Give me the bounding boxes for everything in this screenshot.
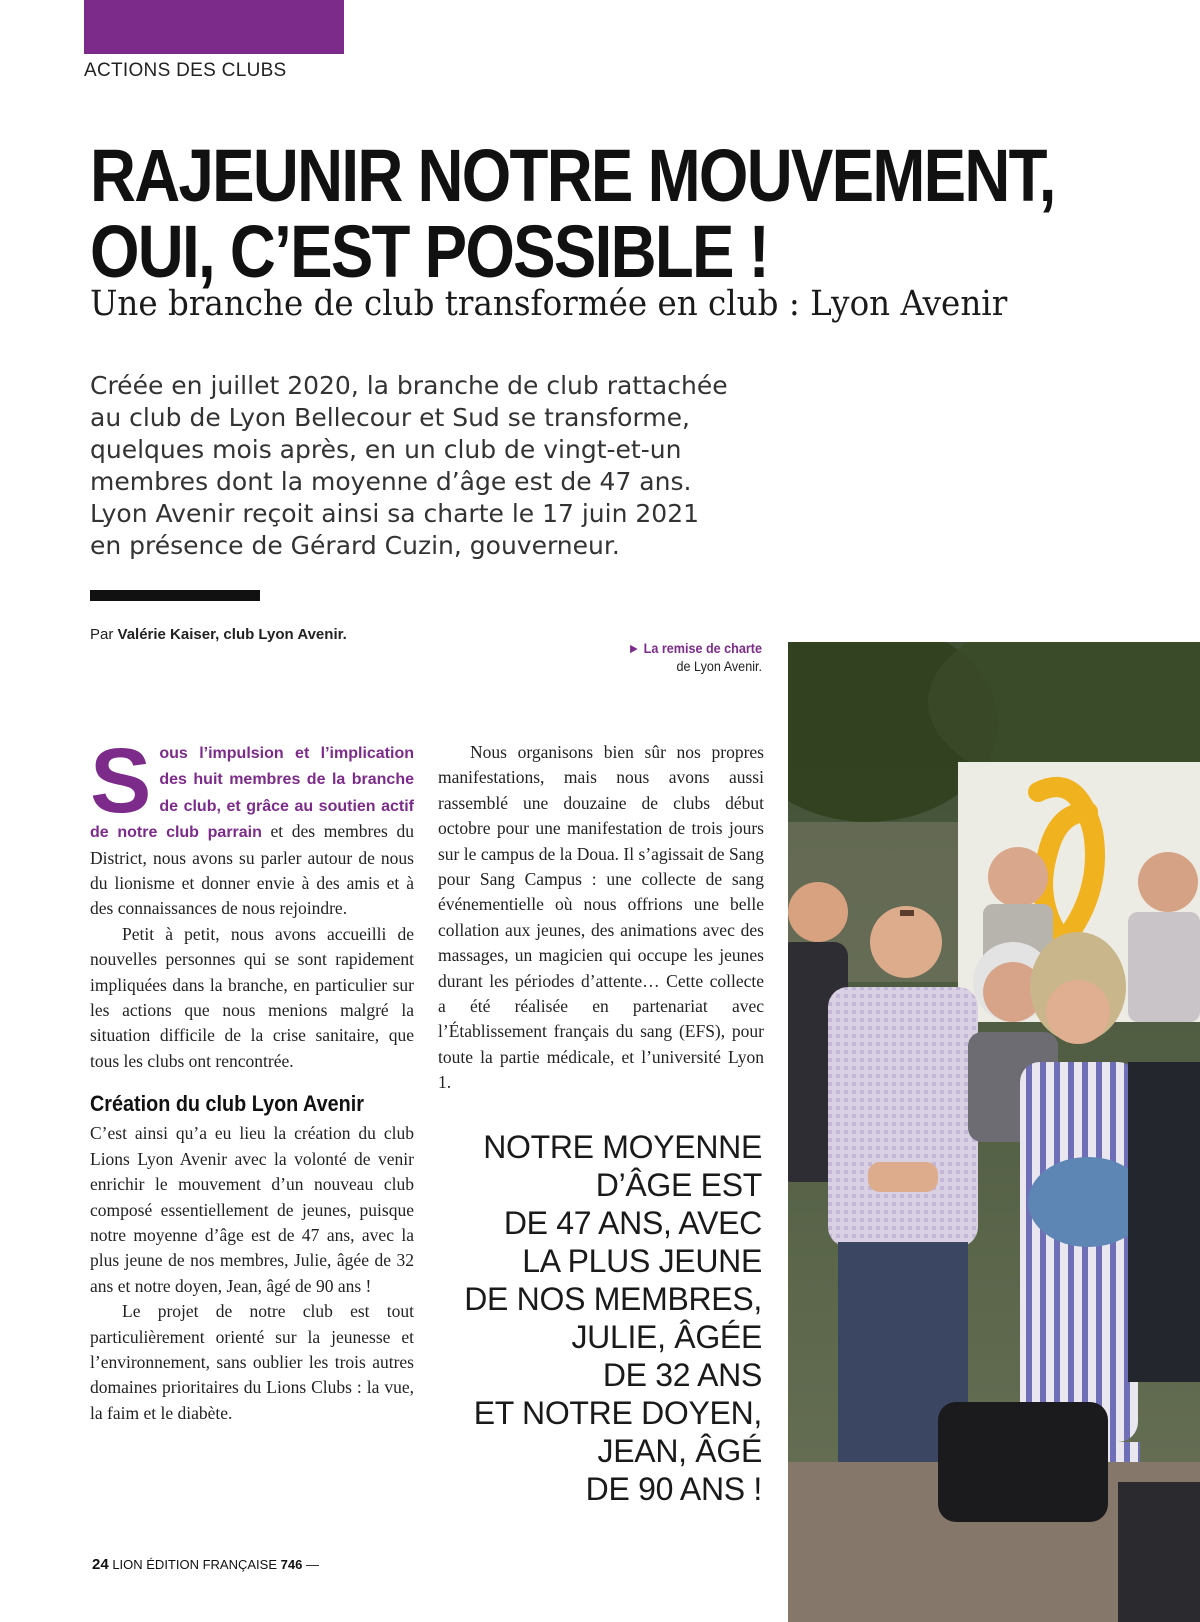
paragraph [90,730,414,922]
pull-quote-line: LA PLUS JEUNE [522,1243,762,1279]
group-photo-illustration [788,642,1200,1622]
article-title [90,134,1055,293]
byline [90,626,347,643]
photo-caption-lead: ► La remise de charte [627,640,762,656]
page-footer [92,1556,319,1573]
pull-quote [430,1128,762,1508]
pull-quote-line: DE NOS MEMBRES, [464,1281,762,1317]
title-line-2: OUI, C’EST POSSIBLE ! [90,210,769,293]
paragraph: Petit à petit, nous avons accueilli de nouvelles personnes qui se sont rapidement impliquées dans la branche, en particulier sur les actions que nous menions malgré la situation difficile de la crise sanitaire, que tous les clubs ont rencontrée. [90,923,414,1071]
pull-quote-line: DE 90 ANS ! [585,1471,762,1507]
paragraph: C’est ainsi qu’a eu lieu la création du club Lions Lyon Avenir avec la volonté de venir enrichir le mouvement d’un nouveau club composé essentiellement de jeunes, puisque notre moyenne d’âge est de 47 ans, avec la plus jeune de nos membres, Julie, âgée de 32 ans et notre doyen, Jean, âgé de 90 ans ! [90,1123,414,1296]
intro-line: Lyon Avenir reçoit ainsi sa charte le 17 juin 2021 [90,499,700,528]
article-column-1 [90,730,414,1426]
pull-quote-line: NOTRE MOYENNE [483,1129,762,1165]
photo-caption-rest: de Lyon Avenir. [676,658,762,674]
photo-caption [580,639,762,675]
pull-quote-line: JEAN, ÂGÉ [597,1433,762,1469]
group-photo [788,642,1200,1622]
paragraph-text: et des membres du District, nous avons su parler autour de nous du lionisme et donner envie à des amis et à des connaissances de nous rejoindre. [90,821,414,919]
divider-rule [90,590,260,601]
intro-line: quelques mois après, en un club de vingt-et-un [90,435,682,464]
byline-author: Valérie Kaiser, club Lyon Avenir. [117,626,347,643]
section-subheading: Création du club Lyon Avenir [90,1091,364,1117]
section-color-bar [84,0,344,54]
section-label: ACTIONS DES CLUBS [84,60,287,81]
intro-line: Créée en juillet 2020, la branche de club rattachée [90,371,728,400]
intro-line: en présence de Gérard Cuzin, gouverneur. [90,531,620,560]
article-intro [90,370,730,562]
publication-name: LION ÉDITION FRANÇAISE [112,1557,278,1572]
footer-dash: — [305,1557,319,1572]
byline-prefix: Par [90,626,118,643]
pull-quote-line: D’ÂGE EST [595,1167,762,1203]
intro-line: au club de Lyon Bellecour et Sud se transforme, [90,403,690,432]
issue-number: 746 [280,1557,303,1572]
pull-quote-line: DE 47 ANS, AVEC [503,1205,762,1241]
paragraph: Nous organisons bien sûr nos propres manifestations, mais nous avons aussi rassemblé une douzaine de clubs début octobre pour une manifestation de trois jours sur le campus de la Doua. Il s’agissait de Sang pour Sang Campus : une collecte de sang événementielle où nous offrions une belle collation aux jeunes, des animations avec des massages, un magicien qui occupe les jeunes durant les périodes d’attente… Cette collecte a été réalisée en partenariat avec l’Établissement français du sang (EFS), pour toute la partie médicale, et l’université Lyon 1. [438,742,764,1093]
title-line-1: RAJEUNIR NOTRE MOUVEMENT, [90,134,1055,217]
pull-quote-line: DE 32 ANS [602,1357,762,1393]
pull-quote-line: ET NOTRE DOYEN, [473,1395,762,1431]
article-subtitle: Une branche de club transformée en club : Lyon Avenir [90,284,1008,324]
pull-quote-line: JULIE, ÂGÉE [571,1319,762,1355]
page-number: 24 [92,1556,109,1573]
drop-cap: S [90,730,152,832]
article-column-2 [438,740,764,1096]
lead-text: ous l’impulsion et l’implication des huit membres de la branche de club, et grâce au soutien actif de notre club parrain [90,745,414,842]
intro-line: membres dont la moyenne d’âge est de 47 ans. [90,467,692,496]
paragraph: Le projet de notre club est tout particulièrement orienté sur la jeunesse et l’environnement, sans oublier les trois autres domaines prioritaires du Lions Clubs : la vue, la faim et le diabète. [90,1301,414,1423]
